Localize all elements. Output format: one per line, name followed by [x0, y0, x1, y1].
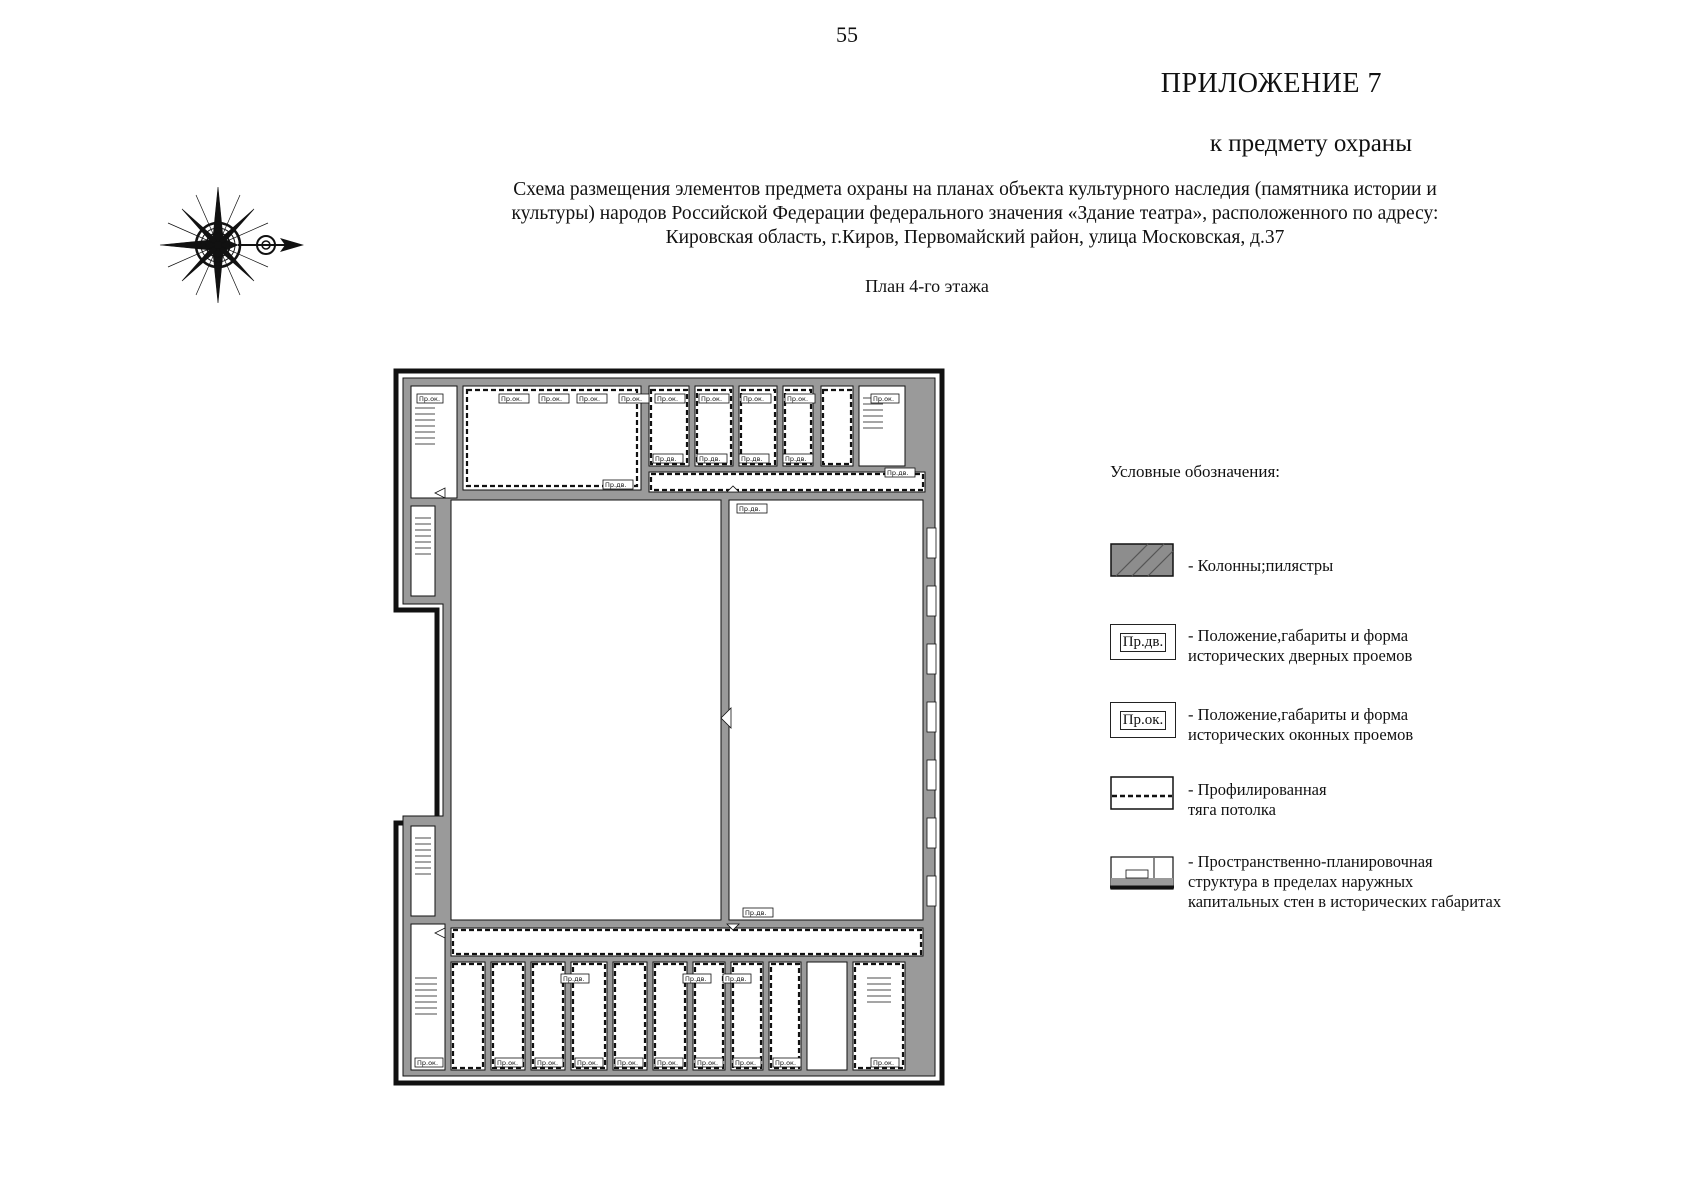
legend-item-text: - Положение,габариты и форма исторических дверных проемов — [1188, 626, 1413, 665]
wall-structure-icon — [1110, 856, 1174, 890]
svg-text:Пр.ок.: Пр.ок. — [617, 1059, 639, 1067]
svg-text:Пр.ок.: Пр.ок. — [579, 395, 601, 403]
corridor — [451, 928, 923, 956]
svg-text:Пр.ок.: Пр.ок. — [497, 1059, 519, 1067]
svg-text:Пр.дв.: Пр.дв. — [655, 455, 677, 463]
svg-text:Пр.дв.: Пр.дв. — [785, 455, 807, 463]
svg-text:Пр.ок.: Пр.ок. — [701, 395, 723, 403]
svg-text:Пр.дв.: Пр.дв. — [563, 975, 585, 983]
dashed-line-icon — [1110, 776, 1174, 810]
svg-text:Пр.ок.: Пр.ок. — [787, 395, 809, 403]
legend-title: Условные обозначения: — [1110, 462, 1281, 481]
legend-item-text: - Колонны;пилястры — [1188, 556, 1334, 575]
legend-item-text: - Профилированная тяга потолка — [1188, 780, 1327, 819]
room — [807, 962, 847, 1070]
svg-text:Пр.ок.: Пр.ок. — [873, 395, 895, 403]
compass-rose-icon — [158, 185, 308, 305]
svg-text:Пр.ок.: Пр.ок. — [577, 1059, 599, 1067]
svg-text:Пр.ок.: Пр.ок. — [541, 395, 563, 403]
room — [451, 962, 485, 1070]
door-label-box: Пр.дв. — [1110, 624, 1176, 660]
svg-text:Пр.дв.: Пр.дв. — [699, 455, 721, 463]
room — [411, 506, 435, 596]
svg-text:Пр.ок.: Пр.ок. — [735, 1059, 757, 1067]
room — [821, 386, 853, 466]
appendix-title: ПРИЛОЖЕНИЕ 7 — [1160, 68, 1382, 99]
svg-text:Пр.дв.: Пр.дв. — [685, 975, 707, 983]
hall — [451, 500, 721, 920]
window-label-box: Пр.ок. — [1110, 702, 1176, 738]
room — [491, 962, 525, 1070]
svg-text:Пр.ок.: Пр.ок. — [537, 1059, 559, 1067]
room — [613, 962, 647, 1070]
svg-text:Пр.дв.: Пр.дв. — [745, 909, 767, 917]
appendix-subtitle: к предмету охраны — [1209, 130, 1412, 157]
svg-text:Пр.ок.: Пр.ок. — [873, 1059, 895, 1067]
room — [411, 924, 445, 1070]
room — [653, 962, 687, 1070]
svg-text:Пр.дв.: Пр.дв. — [605, 481, 627, 489]
svg-text:Пр.ок.: Пр.ок. — [417, 1059, 439, 1067]
svg-text:Пр.ок.: Пр.ок. — [657, 1059, 679, 1067]
svg-text:Пр.дв.: Пр.дв. — [887, 469, 909, 477]
legend-item-text: - Положение,габариты и форма исторических оконных проемов — [1188, 705, 1414, 744]
page-number: 55 — [836, 22, 858, 47]
svg-text:Пр.ок.: Пр.ок. — [501, 395, 523, 403]
hatched-column-icon — [1110, 543, 1174, 577]
floor-plan — [393, 368, 945, 1086]
scheme-title-line: Кировская область, г.Киров, Первомайский район, улица Московская, д.37 — [665, 227, 1285, 248]
scheme-title-line: Схема размещения элементов предмета охраны на планах объекта культурного наследия (памятника истории и — [513, 179, 1437, 200]
room — [769, 962, 801, 1070]
svg-text:Пр.ок.: Пр.ок. — [743, 395, 765, 403]
svg-text:Пр.дв.: Пр.дв. — [739, 505, 761, 513]
scheme-title-line: культуры) народов Российской Федерации федерального значения «Здание театра», расположенного по адресу: — [511, 203, 1439, 224]
room — [531, 962, 565, 1070]
svg-text:Пр.дв.: Пр.дв. — [725, 975, 747, 983]
scheme-title — [420, 178, 1530, 250]
svg-text:Пр.ок.: Пр.ок. — [621, 395, 643, 403]
svg-text:Пр.ок.: Пр.ок. — [775, 1059, 797, 1067]
svg-text:Пр.дв.: Пр.дв. — [741, 455, 763, 463]
svg-text:Пр.ок.: Пр.ок. — [657, 395, 679, 403]
legend-item-text: - Пространственно-планировочная структура в пределах наружных капитальных стен в исторических габаритах — [1188, 852, 1502, 911]
plan-title: План 4-го этажа — [865, 276, 989, 296]
svg-text:Пр.ок.: Пр.ок. — [697, 1059, 719, 1067]
room — [411, 826, 435, 916]
svg-text:Пр.ок.: Пр.ок. — [419, 395, 441, 403]
hall — [729, 500, 923, 920]
